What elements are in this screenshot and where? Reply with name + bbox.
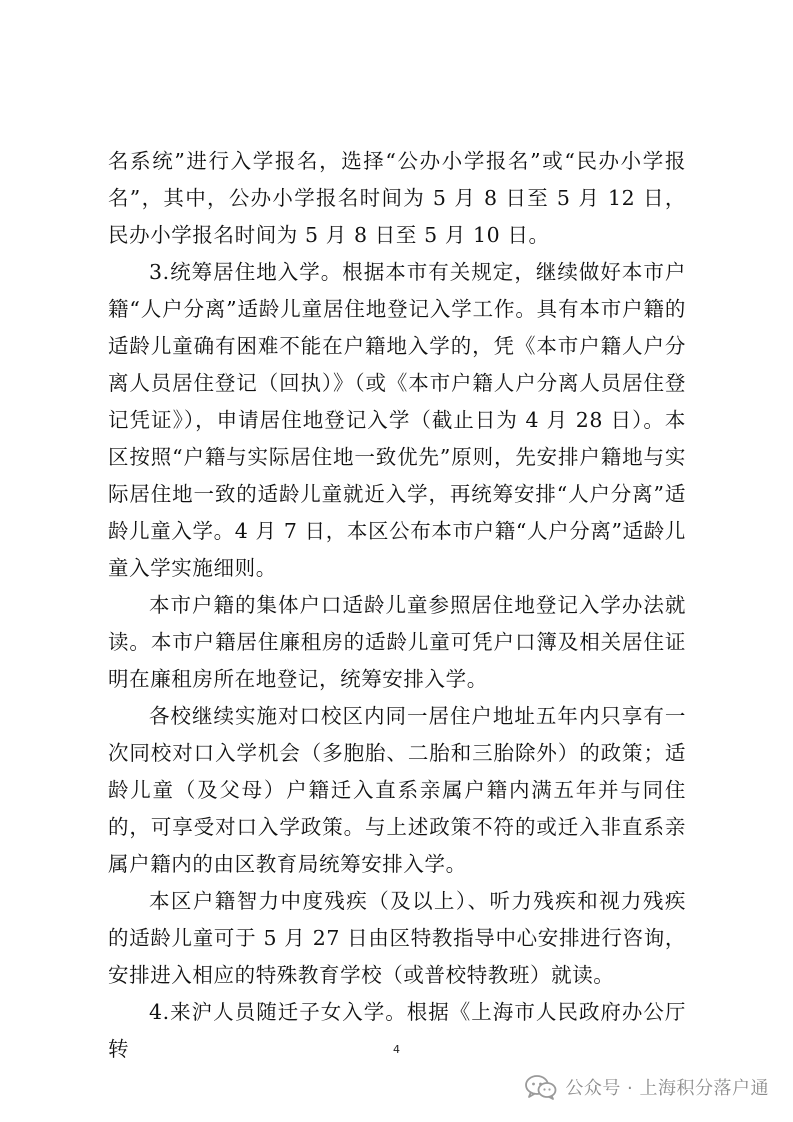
paragraph-collective-household: 本市户籍的集体户口适龄儿童参照居住地登记入学办法就读。本市户籍居住廉租房的适龄儿童可凭户口簿及相关居住证明在廉租房所在地登记，统筹安排入学。 xyxy=(108,593,686,691)
document-body xyxy=(108,143,686,1068)
paragraph-residence-enrollment: 3.统筹居住地入学。根据本市有关规定，继续做好本市户籍“人户分离”适龄儿童居住地登记入学工作。具有本市户籍的适龄儿童确有困难不能在户籍地入学的，凭《本市户籍人户分离人员居住登记（回执）》（或《本市户籍人户分离人员居住登记凭证》），申请居住地登记入学（截止日为 4 月 28 日）。本区按照“户籍与实际居住地一致优先”原则，先安排户籍地与实际居住地一致的适龄儿童就近入学，再统筹安排“人户分离”适龄儿童入学。4 月 7 日，本区公布本市户籍“人户分离”适龄儿童入学实施细则。 xyxy=(108,260,686,580)
paragraph-five-year-policy: 各校继续实施对口校区内同一居住户地址五年内只享有一次同校对口入学机会（多胞胎、二胎和三胎除外）的政策；适龄儿童（及父母）户籍迁入直系亲属户籍内满五年并与同住的，可享受对口入学政策。与上述政策不符的或迁入非直系亲属户籍内的由区教育局统筹安排入学。 xyxy=(108,704,686,876)
page-number: 4 xyxy=(393,1043,400,1056)
watermark-text: 公众号 · 上海积分落户通 xyxy=(565,1078,769,1099)
wechat-icon xyxy=(525,1074,557,1100)
paragraph-continuation: 名系统”进行入学报名，选择“公办小学报名”或“民办小学报名”，其中，公办小学报名时间为 5 月 8 日至 5 月 12 日，民办小学报名时间为 5 月 8 日至 5 月 10 日。 xyxy=(108,149,686,247)
watermark xyxy=(525,1074,769,1100)
paragraph-migrant-children: 4.来沪人员随迁子女入学。根据《上海市人民政府办公厅转 xyxy=(108,1000,686,1061)
paragraph-special-education: 本区户籍智力中度残疾（及以上）、听力残疾和视力残疾的适龄儿童可于 5 月 27 日由区特教指导中心安排进行咨询，安排进入相应的特殊教育学校（或普校特教班）就读。 xyxy=(108,889,686,987)
